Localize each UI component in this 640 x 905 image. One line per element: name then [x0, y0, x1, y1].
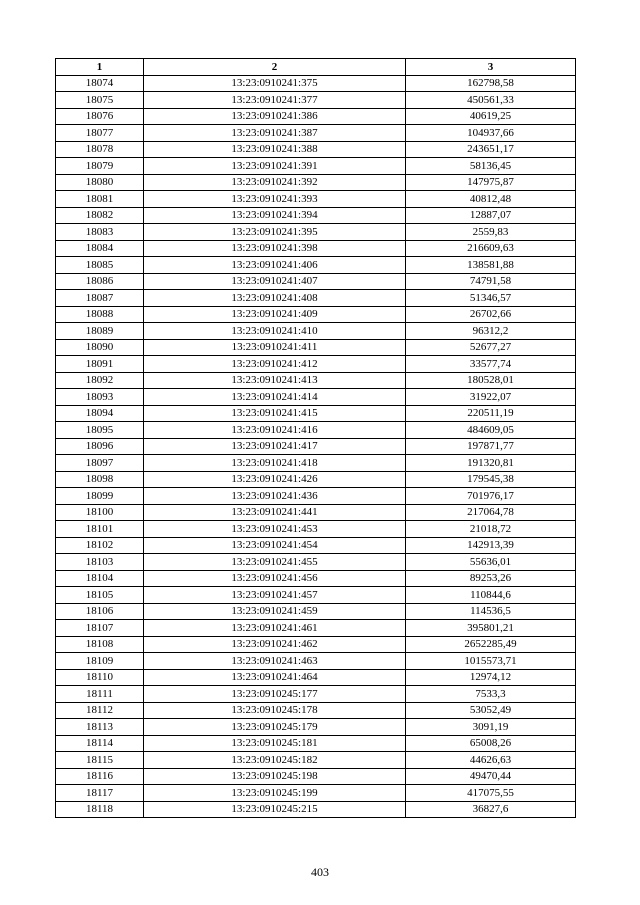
cadastral-number-cell: 13:23:0910241:417: [144, 438, 406, 455]
cadastral-number-cell: 13:23:0910241:386: [144, 108, 406, 125]
column-header-1: 1: [56, 59, 144, 76]
cadastral-number-cell: 13:23:0910245:198: [144, 768, 406, 785]
column-header-2: 2: [144, 59, 406, 76]
row-number-cell: 18094: [56, 405, 144, 422]
row-number-cell: 18096: [56, 438, 144, 455]
table-row: [56, 620, 576, 637]
value-cell: 51346,57: [406, 290, 576, 307]
row-number-cell: 18091: [56, 356, 144, 373]
row-number-cell: 18106: [56, 603, 144, 620]
cadastral-number-cell: 13:23:0910241:412: [144, 356, 406, 373]
row-number-cell: 18113: [56, 719, 144, 736]
cadastral-number-cell: 13:23:0910241:454: [144, 537, 406, 554]
value-cell: 31922,07: [406, 389, 576, 406]
cadastral-number-cell: 13:23:0910241:416: [144, 422, 406, 439]
value-cell: 53052,49: [406, 702, 576, 719]
cadastral-number-cell: 13:23:0910241:409: [144, 306, 406, 323]
row-number-cell: 18078: [56, 141, 144, 158]
row-number-cell: 18082: [56, 207, 144, 224]
value-cell: 1015573,71: [406, 653, 576, 670]
value-cell: 21018,72: [406, 521, 576, 538]
value-cell: 58136,45: [406, 158, 576, 175]
row-number-cell: 18115: [56, 752, 144, 769]
row-number-cell: 18118: [56, 801, 144, 818]
value-cell: 65008,26: [406, 735, 576, 752]
row-number-cell: 18104: [56, 570, 144, 587]
table-row: [56, 141, 576, 158]
table-row: [56, 686, 576, 703]
row-number-cell: 18085: [56, 257, 144, 274]
table-row: [56, 801, 576, 818]
table-row: [56, 702, 576, 719]
table-row: [56, 108, 576, 125]
value-cell: 89253,26: [406, 570, 576, 587]
table-row: [56, 636, 576, 653]
row-number-cell: 18076: [56, 108, 144, 125]
value-cell: 180528,01: [406, 372, 576, 389]
row-number-cell: 18107: [56, 620, 144, 637]
table-row: [56, 125, 576, 142]
cadastral-number-cell: 13:23:0910241:408: [144, 290, 406, 307]
cadastral-number-cell: 13:23:0910241:391: [144, 158, 406, 175]
value-cell: 2559,83: [406, 224, 576, 241]
table-row: [56, 422, 576, 439]
cadastral-number-cell: 13:23:0910241:415: [144, 405, 406, 422]
cadastral-number-cell: 13:23:0910241:398: [144, 240, 406, 257]
cadastral-number-cell: 13:23:0910245:181: [144, 735, 406, 752]
row-number-cell: 18114: [56, 735, 144, 752]
cadastral-number-cell: 13:23:0910241:441: [144, 504, 406, 521]
cadastral-number-cell: 13:23:0910241:395: [144, 224, 406, 241]
table-row: [56, 323, 576, 340]
value-cell: 142913,39: [406, 537, 576, 554]
value-cell: 217064,78: [406, 504, 576, 521]
value-cell: 179545,38: [406, 471, 576, 488]
table-row: [56, 537, 576, 554]
row-number-cell: 18110: [56, 669, 144, 686]
row-number-cell: 18095: [56, 422, 144, 439]
cadastral-number-cell: 13:23:0910241:459: [144, 603, 406, 620]
table-row: [56, 768, 576, 785]
table-row: [56, 75, 576, 92]
table-row: [56, 504, 576, 521]
column-header-3: 3: [406, 59, 576, 76]
row-number-cell: 18087: [56, 290, 144, 307]
cadastral-number-cell: 13:23:0910241:413: [144, 372, 406, 389]
table-row: [56, 735, 576, 752]
table-row: [56, 587, 576, 604]
table-body: [56, 75, 576, 818]
value-cell: 395801,21: [406, 620, 576, 637]
table-header-row: [56, 59, 576, 76]
cadastral-number-cell: 13:23:0910245:179: [144, 719, 406, 736]
cadastral-number-cell: 13:23:0910241:453: [144, 521, 406, 538]
value-cell: 220511,19: [406, 405, 576, 422]
cadastral-number-cell: 13:23:0910241:457: [144, 587, 406, 604]
cadastral-number-cell: 13:23:0910241:377: [144, 92, 406, 109]
table-row: [56, 603, 576, 620]
row-number-cell: 18079: [56, 158, 144, 175]
cadastral-number-cell: 13:23:0910241:387: [144, 125, 406, 142]
row-number-cell: 18084: [56, 240, 144, 257]
cadastral-number-cell: 13:23:0910241:418: [144, 455, 406, 472]
value-cell: 138581,88: [406, 257, 576, 274]
row-number-cell: 18093: [56, 389, 144, 406]
row-number-cell: 18102: [56, 537, 144, 554]
cadastral-number-cell: 13:23:0910245:182: [144, 752, 406, 769]
cadastral-number-cell: 13:23:0910241:394: [144, 207, 406, 224]
row-number-cell: 18074: [56, 75, 144, 92]
value-cell: 74791,58: [406, 273, 576, 290]
value-cell: 96312,2: [406, 323, 576, 340]
value-cell: 52677,27: [406, 339, 576, 356]
table-row: [56, 92, 576, 109]
table-row: [56, 273, 576, 290]
cadastral-number-cell: 13:23:0910241:464: [144, 669, 406, 686]
table-row: [56, 356, 576, 373]
cadastral-number-cell: 13:23:0910241:436: [144, 488, 406, 505]
table-row: [56, 372, 576, 389]
cadastral-number-cell: 13:23:0910245:178: [144, 702, 406, 719]
row-number-cell: 18117: [56, 785, 144, 802]
table-row: [56, 653, 576, 670]
cadastral-number-cell: 13:23:0910241:455: [144, 554, 406, 571]
value-cell: 12887,07: [406, 207, 576, 224]
value-cell: 701976,17: [406, 488, 576, 505]
table-row: [56, 405, 576, 422]
cadastral-number-cell: 13:23:0910241:414: [144, 389, 406, 406]
value-cell: 33577,74: [406, 356, 576, 373]
value-cell: 197871,77: [406, 438, 576, 455]
value-cell: 191320,81: [406, 455, 576, 472]
table-row: [56, 438, 576, 455]
table-row: [56, 785, 576, 802]
row-number-cell: 18077: [56, 125, 144, 142]
table-row: [56, 719, 576, 736]
value-cell: 36827,6: [406, 801, 576, 818]
cadastral-number-cell: 13:23:0910241:463: [144, 653, 406, 670]
table-row: [56, 240, 576, 257]
value-cell: 216609,63: [406, 240, 576, 257]
cadastral-number-cell: 13:23:0910241:388: [144, 141, 406, 158]
row-number-cell: 18098: [56, 471, 144, 488]
row-number-cell: 18097: [56, 455, 144, 472]
row-number-cell: 18092: [56, 372, 144, 389]
cadastral-number-cell: 13:23:0910241:406: [144, 257, 406, 274]
row-number-cell: 18083: [56, 224, 144, 241]
value-cell: 114536,5: [406, 603, 576, 620]
row-number-cell: 18111: [56, 686, 144, 703]
cadastral-number-cell: 13:23:0910241:426: [144, 471, 406, 488]
cadastral-number-cell: 13:23:0910241:407: [144, 273, 406, 290]
table-row: [56, 290, 576, 307]
value-cell: 450561,33: [406, 92, 576, 109]
table-row: [56, 174, 576, 191]
table-row: [56, 306, 576, 323]
table-row: [56, 339, 576, 356]
table-row: [56, 455, 576, 472]
table-row: [56, 191, 576, 208]
row-number-cell: 18100: [56, 504, 144, 521]
cadastral-number-cell: 13:23:0910245:199: [144, 785, 406, 802]
row-number-cell: 18086: [56, 273, 144, 290]
row-number-cell: 18081: [56, 191, 144, 208]
row-number-cell: 18089: [56, 323, 144, 340]
value-cell: 44626,63: [406, 752, 576, 769]
value-cell: 162798,58: [406, 75, 576, 92]
row-number-cell: 18109: [56, 653, 144, 670]
cadastral-number-cell: 13:23:0910241:462: [144, 636, 406, 653]
row-number-cell: 18105: [56, 587, 144, 604]
table-row: [56, 158, 576, 175]
table-row: [56, 389, 576, 406]
table-row: [56, 257, 576, 274]
row-number-cell: 18112: [56, 702, 144, 719]
cadastral-number-cell: 13:23:0910245:177: [144, 686, 406, 703]
cadastral-number-cell: 13:23:0910241:375: [144, 75, 406, 92]
value-cell: 55636,01: [406, 554, 576, 571]
value-cell: 484609,05: [406, 422, 576, 439]
page-number: 403: [311, 865, 329, 879]
cadastral-number-cell: 13:23:0910241:392: [144, 174, 406, 191]
value-cell: 49470,44: [406, 768, 576, 785]
table-row: [56, 570, 576, 587]
table-row: [56, 752, 576, 769]
value-cell: 12974,12: [406, 669, 576, 686]
row-number-cell: 18075: [56, 92, 144, 109]
value-cell: 40619,25: [406, 108, 576, 125]
row-number-cell: 18116: [56, 768, 144, 785]
table-row: [56, 554, 576, 571]
table-row: [56, 521, 576, 538]
table-row: [56, 207, 576, 224]
table-row: [56, 471, 576, 488]
row-number-cell: 18080: [56, 174, 144, 191]
table-row: [56, 488, 576, 505]
table-row: [56, 669, 576, 686]
row-number-cell: 18088: [56, 306, 144, 323]
cadastral-number-cell: 13:23:0910241:456: [144, 570, 406, 587]
value-cell: 110844,6: [406, 587, 576, 604]
value-cell: 104937,66: [406, 125, 576, 142]
value-cell: 26702,66: [406, 306, 576, 323]
value-cell: 7533,3: [406, 686, 576, 703]
value-cell: 40812,48: [406, 191, 576, 208]
cadastral-number-cell: 13:23:0910245:215: [144, 801, 406, 818]
value-cell: 243651,17: [406, 141, 576, 158]
value-cell: 3091,19: [406, 719, 576, 736]
cadastral-number-cell: 13:23:0910241:411: [144, 339, 406, 356]
row-number-cell: 18090: [56, 339, 144, 356]
table-row: [56, 224, 576, 241]
row-number-cell: 18103: [56, 554, 144, 571]
row-number-cell: 18099: [56, 488, 144, 505]
value-cell: 2652285,49: [406, 636, 576, 653]
data-table: [55, 58, 576, 818]
cadastral-number-cell: 13:23:0910241:410: [144, 323, 406, 340]
cadastral-number-cell: 13:23:0910241:461: [144, 620, 406, 637]
value-cell: 147975,87: [406, 174, 576, 191]
row-number-cell: 18108: [56, 636, 144, 653]
row-number-cell: 18101: [56, 521, 144, 538]
value-cell: 417075,55: [406, 785, 576, 802]
cadastral-number-cell: 13:23:0910241:393: [144, 191, 406, 208]
